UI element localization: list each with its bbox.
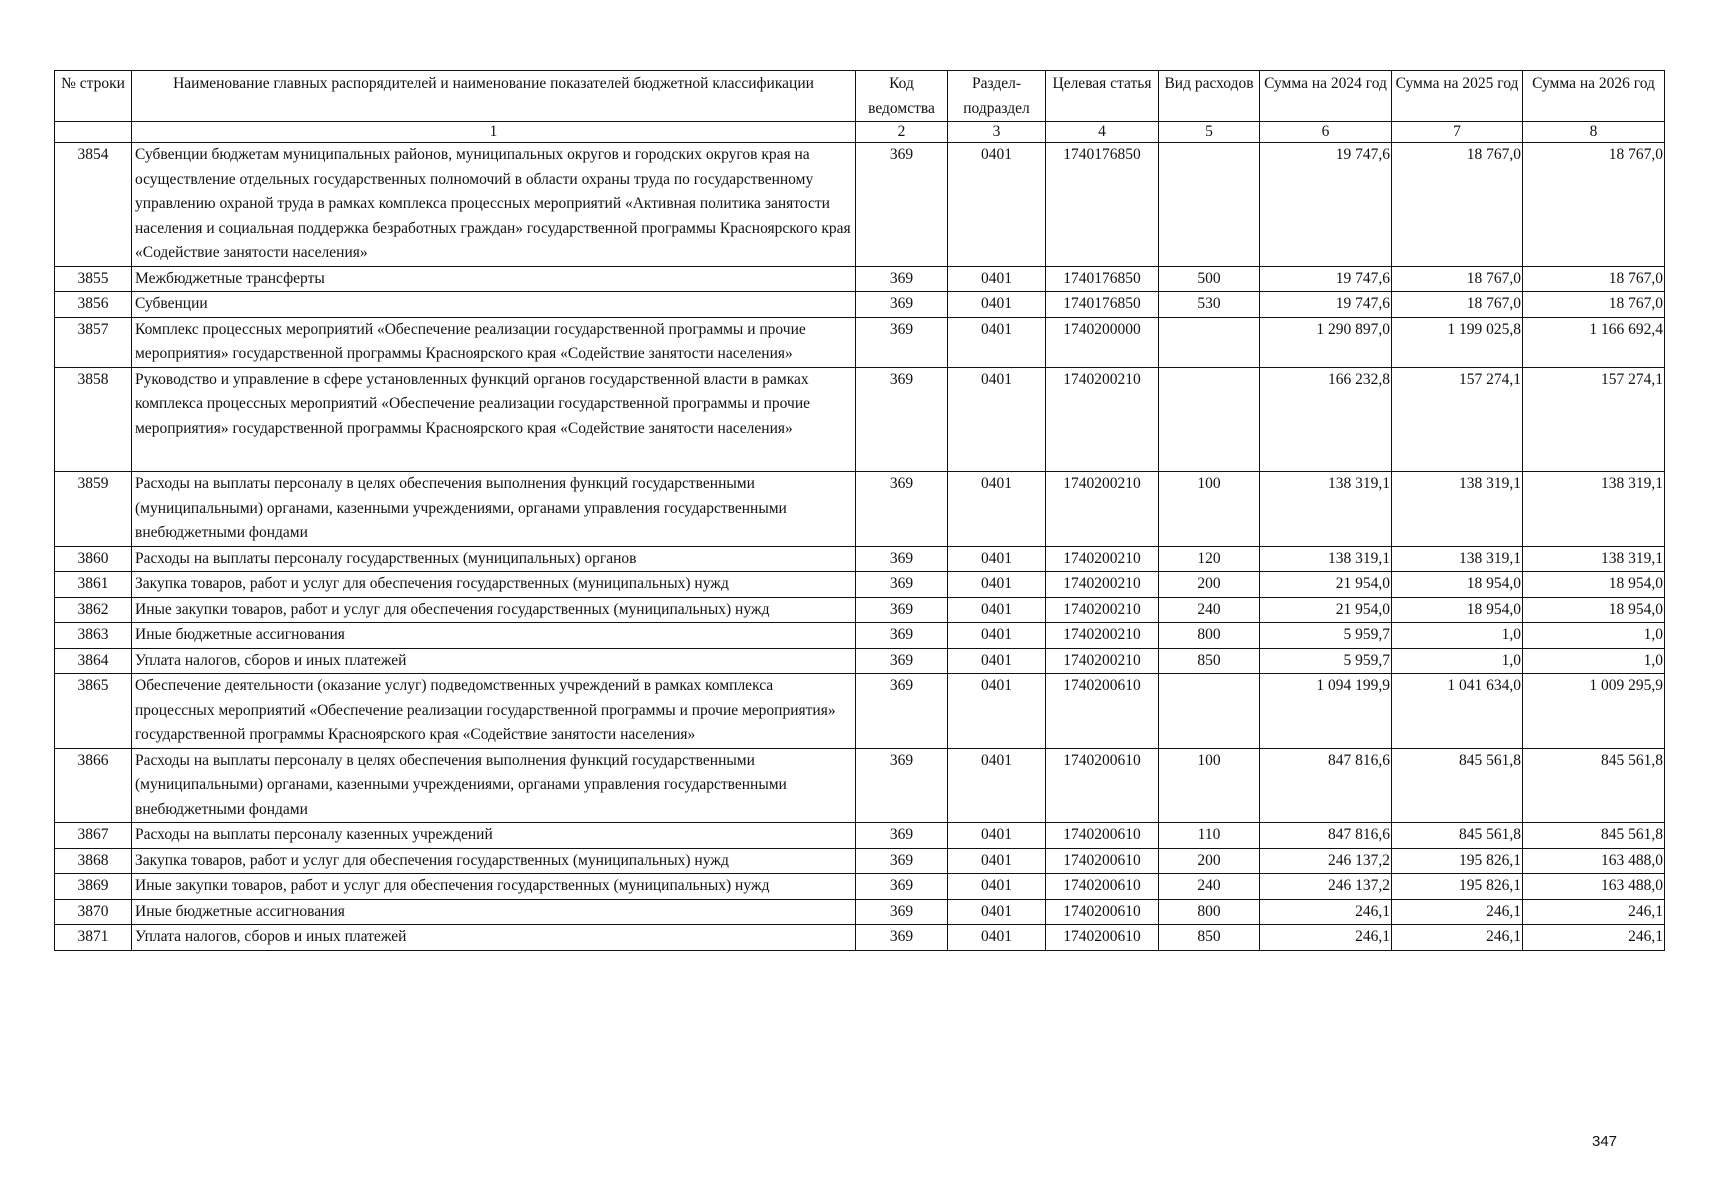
row-section: 0401	[948, 546, 1046, 572]
table-row	[55, 823, 1665, 849]
row-sum-2024: 847 816,6	[1260, 748, 1392, 823]
row-department-code: 369	[856, 823, 948, 849]
row-number: 3858	[55, 367, 132, 472]
row-number: 3868	[55, 848, 132, 874]
row-name: Обеспечение деятельности (оказание услуг) подведомственных учреждений в рамках комплекса процессных мероприятий «Обеспечение реализации государственной программы и прочие мероприятия» государственной программы Красноярского края «Содействие занятости населения»	[132, 674, 856, 749]
row-sum-2026: 1,0	[1523, 648, 1665, 674]
row-sum-2024: 246 137,2	[1260, 848, 1392, 874]
budget-table	[54, 70, 1665, 951]
row-expense-kind: 100	[1159, 748, 1260, 823]
column-number-row	[55, 122, 1665, 143]
row-number: 3854	[55, 143, 132, 267]
row-target-article: 1740200210	[1046, 648, 1159, 674]
row-section: 0401	[948, 899, 1046, 925]
row-number: 3855	[55, 266, 132, 292]
row-expense-kind: 500	[1159, 266, 1260, 292]
row-sum-2025: 18 767,0	[1392, 292, 1523, 318]
row-sum-2024: 138 319,1	[1260, 546, 1392, 572]
column-number: 2	[856, 122, 948, 143]
row-sum-2025: 246,1	[1392, 925, 1523, 951]
row-target-article: 1740200610	[1046, 925, 1159, 951]
row-number: 3865	[55, 674, 132, 749]
row-sum-2025: 1 199 025,8	[1392, 317, 1523, 367]
row-target-article: 1740176850	[1046, 292, 1159, 318]
row-department-code: 369	[856, 546, 948, 572]
row-target-article: 1740200210	[1046, 623, 1159, 649]
row-section: 0401	[948, 292, 1046, 318]
table-row	[55, 874, 1665, 900]
row-sum-2025: 195 826,1	[1392, 848, 1523, 874]
row-number: 3859	[55, 472, 132, 547]
header-expense-kind: Вид расходов	[1159, 71, 1260, 122]
row-name: Уплата налогов, сборов и иных платежей	[132, 648, 856, 674]
row-target-article: 1740200610	[1046, 848, 1159, 874]
row-sum-2026: 163 488,0	[1523, 848, 1665, 874]
table-row	[55, 925, 1665, 951]
row-name: Расходы на выплаты персоналу казенных учреждений	[132, 823, 856, 849]
row-sum-2026: 18 767,0	[1523, 266, 1665, 292]
row-name: Иные закупки товаров, работ и услуг для обеспечения государственных (муниципальных) нужд	[132, 874, 856, 900]
header-sum-2026: Сумма на 2026 год	[1523, 71, 1665, 122]
row-expense-kind	[1159, 674, 1260, 749]
row-department-code: 369	[856, 266, 948, 292]
row-expense-kind: 530	[1159, 292, 1260, 318]
row-department-code: 369	[856, 292, 948, 318]
row-expense-kind: 200	[1159, 848, 1260, 874]
row-number: 3866	[55, 748, 132, 823]
row-department-code: 369	[856, 874, 948, 900]
row-sum-2025: 1,0	[1392, 648, 1523, 674]
header-row-number: № строки	[55, 71, 132, 122]
table-row	[55, 748, 1665, 823]
row-sum-2024: 19 747,6	[1260, 292, 1392, 318]
row-section: 0401	[948, 572, 1046, 598]
row-name: Иные бюджетные ассигнования	[132, 623, 856, 649]
column-number: 4	[1046, 122, 1159, 143]
table-row	[55, 143, 1665, 267]
row-department-code: 369	[856, 572, 948, 598]
table-body	[55, 143, 1665, 951]
row-sum-2026: 18 767,0	[1523, 292, 1665, 318]
row-sum-2025: 246,1	[1392, 899, 1523, 925]
row-number: 3867	[55, 823, 132, 849]
row-sum-2024: 246 137,2	[1260, 874, 1392, 900]
budget-table-sheet	[54, 70, 1664, 951]
row-sum-2025: 195 826,1	[1392, 874, 1523, 900]
row-name: Субвенции бюджетам муниципальных районов, муниципальных округов и городских округов края на осуществление отдельных государственных полномочий в области охраны труда по государственному управлению охраной труда в рамках комплекса процессных мероприятий «Активная политика занятости населения и социальная поддержка безработных граждан» государственной программы Красноярского края «Содействие занятости населения»	[132, 143, 856, 267]
row-expense-kind: 800	[1159, 899, 1260, 925]
row-name: Закупка товаров, работ и услуг для обеспечения государственных (муниципальных) нужд	[132, 572, 856, 598]
row-department-code: 369	[856, 623, 948, 649]
row-target-article: 1740200210	[1046, 367, 1159, 472]
row-section: 0401	[948, 367, 1046, 472]
header-department-code: Код ведомства	[856, 71, 948, 122]
row-number: 3869	[55, 874, 132, 900]
row-sum-2024: 21 954,0	[1260, 572, 1392, 598]
row-target-article: 1740176850	[1046, 266, 1159, 292]
table-row	[55, 367, 1665, 472]
row-sum-2026: 845 561,8	[1523, 823, 1665, 849]
row-target-article: 1740200610	[1046, 823, 1159, 849]
row-expense-kind: 120	[1159, 546, 1260, 572]
row-name: Расходы на выплаты персоналу в целях обеспечения выполнения функций государственными (муниципальными) органами, казенными учреждениями, органами управления государственными внебюджетными фондами	[132, 748, 856, 823]
row-sum-2026: 246,1	[1523, 899, 1665, 925]
table-row	[55, 674, 1665, 749]
header-target-article: Целевая статья	[1046, 71, 1159, 122]
row-sum-2024: 5 959,7	[1260, 623, 1392, 649]
row-sum-2026: 1,0	[1523, 623, 1665, 649]
row-name: Иные бюджетные ассигнования	[132, 899, 856, 925]
row-expense-kind: 800	[1159, 623, 1260, 649]
row-sum-2026: 246,1	[1523, 925, 1665, 951]
row-number: 3864	[55, 648, 132, 674]
row-sum-2024: 847 816,6	[1260, 823, 1392, 849]
row-section: 0401	[948, 623, 1046, 649]
row-department-code: 369	[856, 648, 948, 674]
row-sum-2026: 1 009 295,9	[1523, 674, 1665, 749]
table-row	[55, 848, 1665, 874]
row-sum-2024: 1 290 897,0	[1260, 317, 1392, 367]
row-name: Закупка товаров, работ и услуг для обеспечения государственных (муниципальных) нужд	[132, 848, 856, 874]
row-department-code: 369	[856, 748, 948, 823]
column-number	[55, 122, 132, 143]
row-sum-2026: 157 274,1	[1523, 367, 1665, 472]
row-section: 0401	[948, 597, 1046, 623]
row-target-article: 1740200210	[1046, 572, 1159, 598]
row-department-code: 369	[856, 317, 948, 367]
row-sum-2025: 1,0	[1392, 623, 1523, 649]
row-expense-kind: 240	[1159, 874, 1260, 900]
row-sum-2025: 18 954,0	[1392, 597, 1523, 623]
row-sum-2024: 5 959,7	[1260, 648, 1392, 674]
row-department-code: 369	[856, 597, 948, 623]
row-sum-2025: 18 767,0	[1392, 143, 1523, 267]
row-number: 3870	[55, 899, 132, 925]
row-target-article: 1740200610	[1046, 899, 1159, 925]
row-section: 0401	[948, 317, 1046, 367]
header-row	[55, 71, 1665, 122]
header-name: Наименование главных распорядителей и наименование показателей бюджетной классификации	[132, 71, 856, 122]
row-sum-2025: 157 274,1	[1392, 367, 1523, 472]
row-sum-2025: 18 767,0	[1392, 266, 1523, 292]
row-expense-kind	[1159, 317, 1260, 367]
row-sum-2025: 18 954,0	[1392, 572, 1523, 598]
row-number: 3871	[55, 925, 132, 951]
row-target-article: 1740200610	[1046, 748, 1159, 823]
row-expense-kind: 100	[1159, 472, 1260, 547]
row-sum-2026: 18 954,0	[1523, 597, 1665, 623]
row-section: 0401	[948, 925, 1046, 951]
row-expense-kind: 240	[1159, 597, 1260, 623]
row-name: Уплата налогов, сборов и иных платежей	[132, 925, 856, 951]
column-number: 3	[948, 122, 1046, 143]
row-target-article: 1740200210	[1046, 546, 1159, 572]
row-sum-2026: 18 767,0	[1523, 143, 1665, 267]
row-sum-2024: 19 747,6	[1260, 143, 1392, 267]
column-number: 6	[1260, 122, 1392, 143]
page-number: 347	[1592, 1133, 1618, 1150]
row-number: 3861	[55, 572, 132, 598]
row-expense-kind: 850	[1159, 925, 1260, 951]
row-number: 3857	[55, 317, 132, 367]
row-section: 0401	[948, 648, 1046, 674]
row-expense-kind: 850	[1159, 648, 1260, 674]
column-number: 1	[132, 122, 856, 143]
row-section: 0401	[948, 472, 1046, 547]
row-sum-2024: 166 232,8	[1260, 367, 1392, 472]
row-department-code: 369	[856, 367, 948, 472]
row-sum-2026: 163 488,0	[1523, 874, 1665, 900]
row-target-article: 1740200210	[1046, 597, 1159, 623]
row-section: 0401	[948, 823, 1046, 849]
row-section: 0401	[948, 143, 1046, 267]
row-department-code: 369	[856, 848, 948, 874]
table-row	[55, 648, 1665, 674]
row-sum-2024: 138 319,1	[1260, 472, 1392, 547]
table-row	[55, 899, 1665, 925]
column-number: 8	[1523, 122, 1665, 143]
row-sum-2024: 21 954,0	[1260, 597, 1392, 623]
row-sum-2025: 845 561,8	[1392, 748, 1523, 823]
row-sum-2024: 246,1	[1260, 899, 1392, 925]
row-name: Расходы на выплаты персоналу в целях обеспечения выполнения функций государственными (муниципальными) органами, казенными учреждениями, органами управления государственными внебюджетными фондами	[132, 472, 856, 547]
row-sum-2026: 18 954,0	[1523, 572, 1665, 598]
row-name: Расходы на выплаты персоналу государственных (муниципальных) органов	[132, 546, 856, 572]
table-row	[55, 266, 1665, 292]
row-sum-2026: 1 166 692,4	[1523, 317, 1665, 367]
row-target-article: 1740200610	[1046, 874, 1159, 900]
row-sum-2025: 1 041 634,0	[1392, 674, 1523, 749]
row-section: 0401	[948, 848, 1046, 874]
row-section: 0401	[948, 674, 1046, 749]
row-department-code: 369	[856, 472, 948, 547]
row-sum-2024: 246,1	[1260, 925, 1392, 951]
row-target-article: 1740200610	[1046, 674, 1159, 749]
row-department-code: 369	[856, 143, 948, 267]
row-target-article: 1740200000	[1046, 317, 1159, 367]
table-row	[55, 317, 1665, 367]
row-section: 0401	[948, 266, 1046, 292]
row-expense-kind	[1159, 143, 1260, 267]
row-name: Иные закупки товаров, работ и услуг для обеспечения государственных (муниципальных) нужд	[132, 597, 856, 623]
row-expense-kind	[1159, 367, 1260, 472]
column-number: 5	[1159, 122, 1260, 143]
row-number: 3863	[55, 623, 132, 649]
table-row	[55, 546, 1665, 572]
row-target-article: 1740200210	[1046, 472, 1159, 547]
row-department-code: 369	[856, 674, 948, 749]
row-section: 0401	[948, 748, 1046, 823]
column-number: 7	[1392, 122, 1523, 143]
row-sum-2026: 138 319,1	[1523, 472, 1665, 547]
row-name: Комплекс процессных мероприятий «Обеспечение реализации государственной программы и прочие мероприятия» государственной программы Красноярского края «Содействие занятости населения»	[132, 317, 856, 367]
header-section: Раздел-подраздел	[948, 71, 1046, 122]
row-number: 3856	[55, 292, 132, 318]
row-name: Межбюджетные трансферты	[132, 266, 856, 292]
row-target-article: 1740176850	[1046, 143, 1159, 267]
row-sum-2025: 138 319,1	[1392, 472, 1523, 547]
row-sum-2024: 1 094 199,9	[1260, 674, 1392, 749]
row-number: 3860	[55, 546, 132, 572]
row-section: 0401	[948, 874, 1046, 900]
row-department-code: 369	[856, 899, 948, 925]
row-number: 3862	[55, 597, 132, 623]
table-row	[55, 623, 1665, 649]
row-sum-2024: 19 747,6	[1260, 266, 1392, 292]
row-sum-2025: 138 319,1	[1392, 546, 1523, 572]
table-row	[55, 597, 1665, 623]
row-sum-2026: 138 319,1	[1523, 546, 1665, 572]
row-expense-kind: 110	[1159, 823, 1260, 849]
row-department-code: 369	[856, 925, 948, 951]
row-name: Руководство и управление в сфере установленных функций органов государственной власти в рамках комплекса процессных мероприятий «Обеспечение реализации государственной программы и прочие мероприятия» государственной программы Красноярского края «Содействие занятости населения»	[132, 367, 856, 472]
row-name: Субвенции	[132, 292, 856, 318]
row-sum-2026: 845 561,8	[1523, 748, 1665, 823]
table-row	[55, 292, 1665, 318]
row-sum-2025: 845 561,8	[1392, 823, 1523, 849]
table-row	[55, 472, 1665, 547]
row-expense-kind: 200	[1159, 572, 1260, 598]
header-sum-2025: Сумма на 2025 год	[1392, 71, 1523, 122]
header-sum-2024: Сумма на 2024 год	[1260, 71, 1392, 122]
table-row	[55, 572, 1665, 598]
